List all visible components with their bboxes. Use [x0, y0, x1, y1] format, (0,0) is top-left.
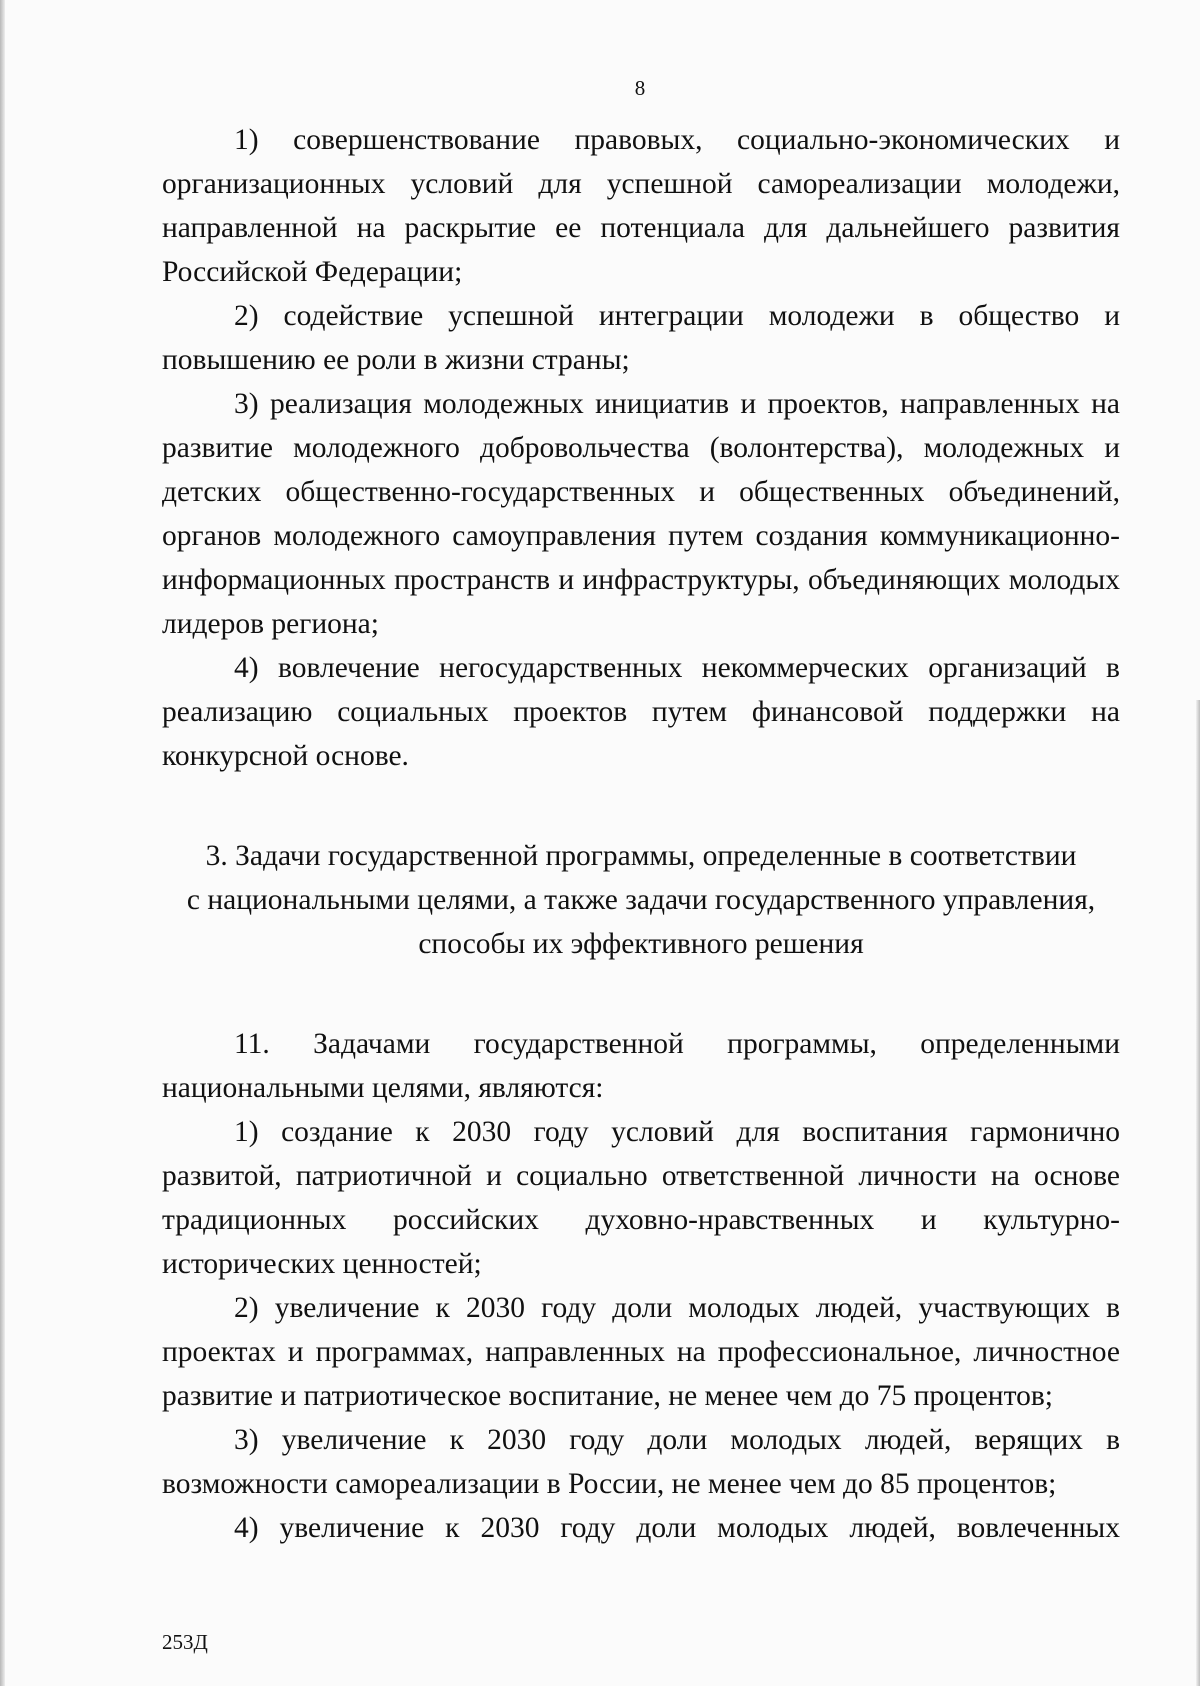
list-item: 2) увеличение к 2030 году доли молодых людей, участвующих в проектах и программах, направленных на профессиональное, личностное развитие и патриотическое воспитание, не менее чем до 75 процентов;: [162, 1292, 1120, 1412]
scan-edge-right: [1196, 700, 1200, 1686]
section-heading: [162, 834, 1120, 966]
list-item: 2) содействие успешной интеграции молодежи в общество и повышению ее роли в жизни страны;: [162, 300, 1120, 376]
page-number: 8: [634, 76, 646, 100]
section-heading-line: 3. Задачи государственной программы, определенные в соответствии: [205, 840, 1077, 872]
scan-edge-left: [0, 0, 5, 1686]
section-heading-line: способы их эффективного решения: [418, 928, 864, 960]
section-heading-line: с национальными целями, а также задачи государственного управления,: [186, 884, 1096, 916]
list-item: 3) реализация молодежных инициатив и проектов, направленных на развитие молодежного добровольчества (волонтерства), молодежных и детских общественно-государственных и общественных объединений, органов молодежного самоуправления путем создания коммуникационно-информационных пространств и инфраструктуры, объединяющих молодых лидеров региона;: [162, 388, 1120, 640]
list-item: 4) вовлечение негосударственных некоммерческих организаций в реализацию социальных проектов путем финансовой поддержки на конкурсной основе.: [162, 652, 1120, 772]
list-item: 3) увеличение к 2030 году доли молодых людей, верящих в возможности самореализации в России, не менее чем до 85 процентов;: [162, 1424, 1120, 1500]
document-body: [162, 118, 1120, 1550]
list-item: 4) увеличение к 2030 году доли молодых людей, вовлеченных: [234, 1512, 1120, 1544]
list-item: 1) создание к 2030 году условий для воспитания гармонично развитой, патриотичной и социально ответственной личности на основе традиционных российских духовно-нравственных и культурно-исторических ценностей;: [162, 1116, 1120, 1280]
clause-paragraph: 11. Задачами государственной программы, определенными национальными целями, являются:: [162, 1028, 1120, 1104]
document-code: 253Д: [162, 1630, 208, 1654]
list-item: 1) совершенствование правовых, социально-экономических и организационных условий для успешной самореализации молодежи, направленной на раскрытие ее потенциала для дальнейшего развития Российской Федерации;: [162, 124, 1120, 288]
